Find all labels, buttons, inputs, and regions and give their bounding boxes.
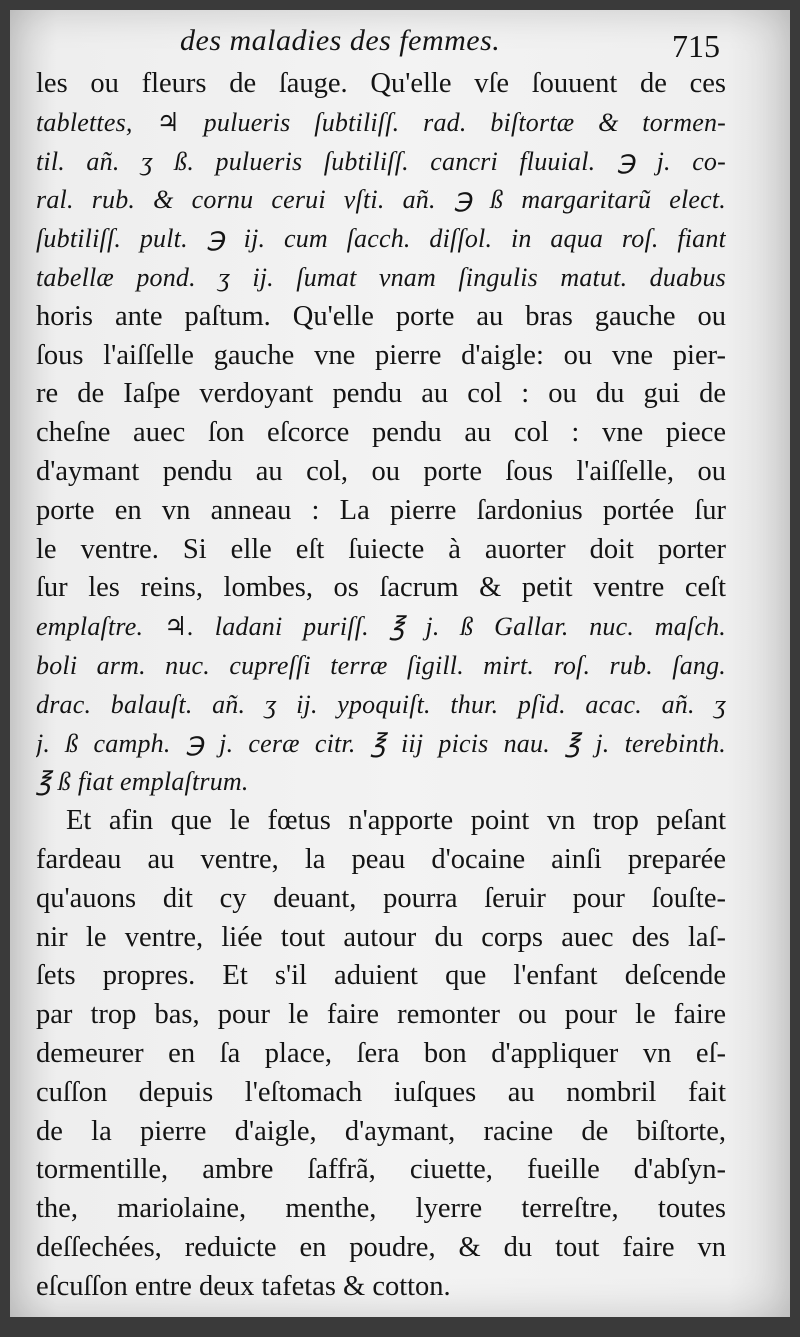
text-line: cheſne auec ſon eſcorce pendu au col : vne piece	[36, 417, 726, 449]
text-line: tabellæ pond. ʒ ij. ſumat vnam ſingulis matut. duabus	[36, 262, 726, 292]
text-line: demeurer en ſa place, ſera bon d'appliquer vn eſ-	[36, 1037, 726, 1069]
text-line: ℥ ß fiat emplaſtrum.	[36, 767, 249, 797]
text-line: horis ante paſtum. Qu'elle porte au bras gauche ou	[36, 300, 726, 332]
text-line: the, mariolaine, menthe, lyerre terreſtre, toutes	[36, 1193, 726, 1225]
text-line: fardeau au ventre, la peau d'ocaine ainſi preparée	[36, 843, 726, 875]
text-line: tablettes, ♃ pulueris ſubtiliſſ. rad. biſtortæ & tormen-	[36, 107, 726, 137]
text-line: ſur les reins, lombes, os ſacrum & petit ventre ceſt	[36, 572, 726, 604]
running-head	[10, 24, 790, 64]
text-line: drac. balauſt. añ. ʒ ij. ypoquiſt. thur. pſid. acac. añ. ʒ	[36, 689, 726, 719]
book-page	[10, 10, 790, 1317]
text-line: les ou fleurs de ſauge. Qu'elle vſe ſouuent de ces	[36, 68, 726, 99]
text-line: til. añ. ʒ ß. pulueris ſubtiliſſ. cancri fluuial. ℈ j. co-	[36, 146, 726, 176]
text-line: cuſſon depuis l'eſtomach iuſques au nombril fait	[36, 1076, 726, 1108]
text-line: Et afin que le fœtus n'apporte point vn trop peſant	[66, 805, 726, 837]
text-line: emplaſtre. ♃. ladani puriſſ. ℥ j. ß Gallar. nuc. maſch.	[36, 612, 726, 642]
body-text	[36, 65, 726, 1307]
text-line: boli arm. nuc. cupreſſi terræ ſigill. mirt. roſ. rub. ſang.	[36, 650, 726, 680]
running-title: des maladies des femmes.	[180, 24, 501, 57]
text-line: de la pierre d'aigle, d'aymant, racine de biſtorte,	[36, 1115, 726, 1147]
text-line: re de Iaſpe verdoyant pendu au col : ou du gui de	[36, 378, 726, 410]
text-line: deſſechées, reduicte en poudre, & du tout faire vn	[36, 1231, 726, 1263]
text-line: ſous l'aiſſelle gauche vne pierre d'aigle: ou vne pier-	[36, 339, 726, 371]
text-line: tormentille, ambre ſaffrã, ciuette, fueille d'abſyn-	[36, 1154, 726, 1186]
text-line: eſcuſſon entre deux tafetas & cotton.	[36, 1270, 451, 1302]
text-line: ſubtiliſſ. pult. ℈ ij. cum ſacch. diſſol. in aqua roſ. fiant	[36, 224, 726, 254]
text-line: nir le ventre, liée tout autour du corps auec des laſ-	[36, 921, 726, 953]
text-line: ſets propres. Et s'il aduient que l'enfant deſcende	[36, 960, 726, 992]
text-line: porte en vn anneau : La pierre ſardonius portée ſur	[36, 494, 726, 526]
page-number: 715	[672, 28, 720, 64]
text-line: ral. rub. & cornu cerui vſti. añ. ℈ ß margaritarũ elect.	[36, 185, 726, 215]
text-line: j. ß camph. ℈ j. ceræ citr. ℥ iij picis nau. ℥ j. terebinth.	[36, 728, 726, 758]
text-line: par trop bas, pour le faire remonter ou pour le faire	[36, 999, 726, 1031]
text-line: d'aymant pendu au col, ou porte ſous l'aiſſelle, ou	[36, 455, 726, 487]
text-line: le ventre. Si elle eſt ſuiecte à auorter doit porter	[36, 533, 726, 565]
text-line: qu'auons dit cy deuant, pourra ſeruir pour ſouſte-	[36, 882, 726, 914]
